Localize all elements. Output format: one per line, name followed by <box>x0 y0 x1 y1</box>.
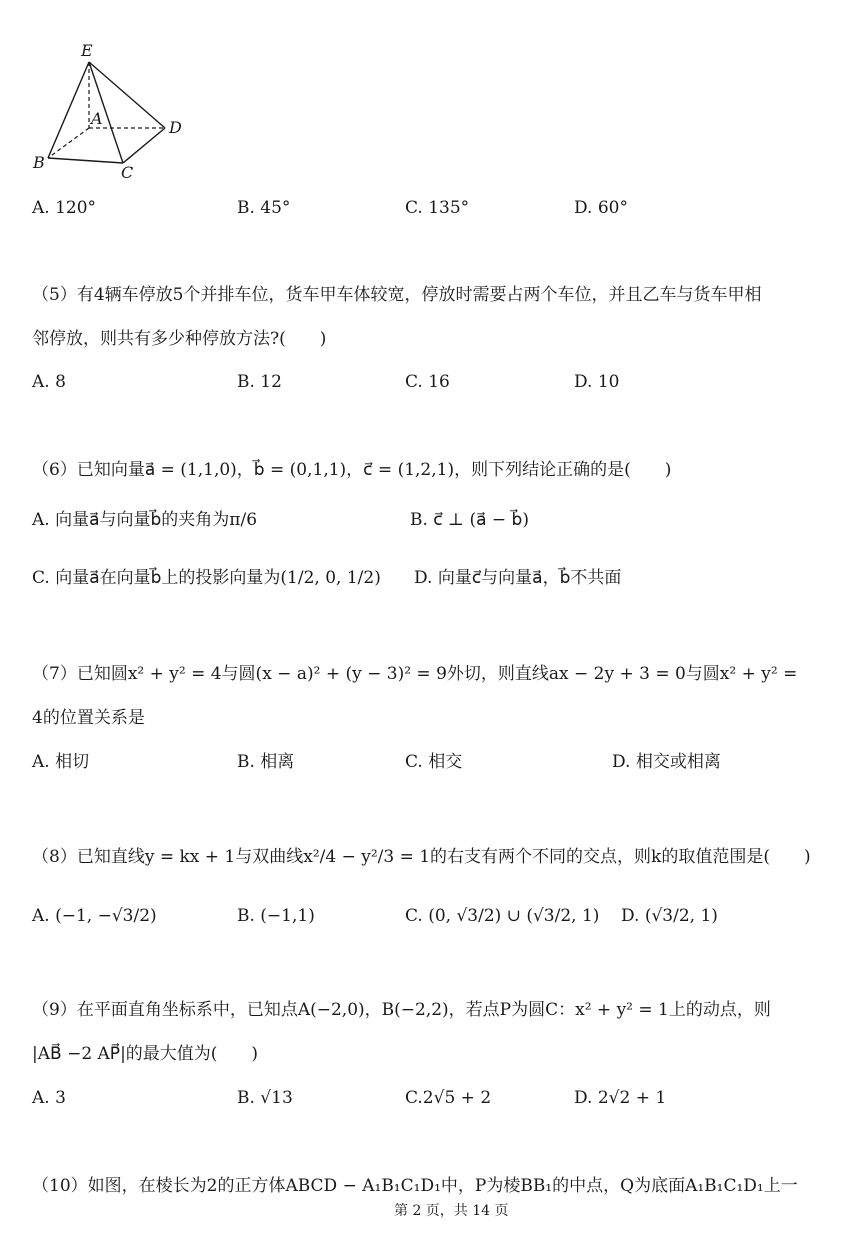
q6-stem: （6）已知向量a⃗ = (1,1,0)，b⃗ = (0,1,1)，c⃗ = (1,2,1)，则下列结论正确的是( ) <box>32 460 672 480</box>
q5-option-b: B. 12 <box>237 372 282 392</box>
q8-stem: （8）已知直线y = kx + 1与双曲线x²/4 − y²/3 = 1的右支有两个不同的交点，则k的取值范围是( ) <box>32 847 811 867</box>
q9-stem-line2: |AB⃗ −2 AP⃗|的最大值为( ) <box>32 1044 259 1064</box>
q5-option-d: D. 10 <box>574 372 620 392</box>
q5-stem-line1: （5）有4辆车停放5个并排车位，货车甲车体较宽，停放时需要占两个车位，并且乙车与货车甲相 <box>32 285 762 305</box>
q5-option-a: A. 8 <box>32 372 66 392</box>
page-footer: 第 2 页，共 14 页 <box>394 1203 509 1219</box>
q9-option-a: A. 3 <box>32 1088 66 1108</box>
q7-option-c: C. 相交 <box>405 752 463 772</box>
label-A: A <box>91 109 103 128</box>
q6-option-a: A. 向量a⃗与向量b⃗的夹角为π/6 <box>32 510 258 530</box>
q7-option-a: A. 相切 <box>32 752 90 772</box>
q8-option-c: C. (0, √3/2) ∪ (√3/2, 1) <box>405 906 600 926</box>
q7-stem-line2: 4的位置关系是 <box>32 708 145 728</box>
q8-option-a: A. (−1, −√3/2) <box>32 906 157 926</box>
q5-stem-line2: 邻停放，则共有多少种停放方法?( ) <box>32 329 327 349</box>
edge-CD <box>123 128 165 163</box>
label-D: D <box>169 118 182 137</box>
q9-option-d: D. 2√2 + 1 <box>574 1088 667 1108</box>
q4-option-b: B. 45° <box>237 198 291 218</box>
q7-option-d: D. 相交或相离 <box>612 752 721 772</box>
q8-option-d: D. (√3/2, 1) <box>621 906 718 926</box>
q7-option-b: B. 相离 <box>237 752 295 772</box>
edge-EB <box>48 62 89 158</box>
label-B: B <box>33 153 45 172</box>
pyramid-figure <box>25 38 200 186</box>
q6-option-c: C. 向量a⃗在向量b⃗上的投影向量为(1/2, 0, 1/2) <box>32 568 381 588</box>
q9-option-c: C.2√5 + 2 <box>405 1088 492 1108</box>
label-E: E <box>81 41 93 60</box>
q9-stem-line1: （9）在平面直角坐标系中，已知点A(−2,0)，B(−2,2)，若点P为圆C：x² + y² = 1上的动点，则 <box>32 1000 771 1020</box>
q9-option-b: B. √13 <box>237 1088 293 1108</box>
q10-stem-line1: （10）如图，在棱长为2的正方体ABCD − A₁B₁C₁D₁中，P为棱BB₁的中点，Q为底面A₁B₁C₁D₁上一 <box>32 1176 798 1196</box>
q6-option-b: B. c⃗ ⊥ (a⃗ − b⃗) <box>410 510 529 530</box>
edge-BC <box>48 158 123 163</box>
q4-option-a: A. 120° <box>32 198 97 218</box>
q4-option-d: D. 60° <box>574 198 628 218</box>
label-C: C <box>121 163 134 182</box>
q8-option-b: B. (−1,1) <box>237 906 315 926</box>
q7-stem-line1: （7）已知圆x² + y² = 4与圆(x − a)² + (y − 3)² = 9外切，则直线ax − 2y + 3 = 0与圆x² + y² = <box>32 664 798 684</box>
q5-option-c: C. 16 <box>405 372 450 392</box>
q4-option-c: C. 135° <box>405 198 470 218</box>
q6-option-d: D. 向量c⃗与向量a⃗，b⃗不共面 <box>414 568 622 588</box>
